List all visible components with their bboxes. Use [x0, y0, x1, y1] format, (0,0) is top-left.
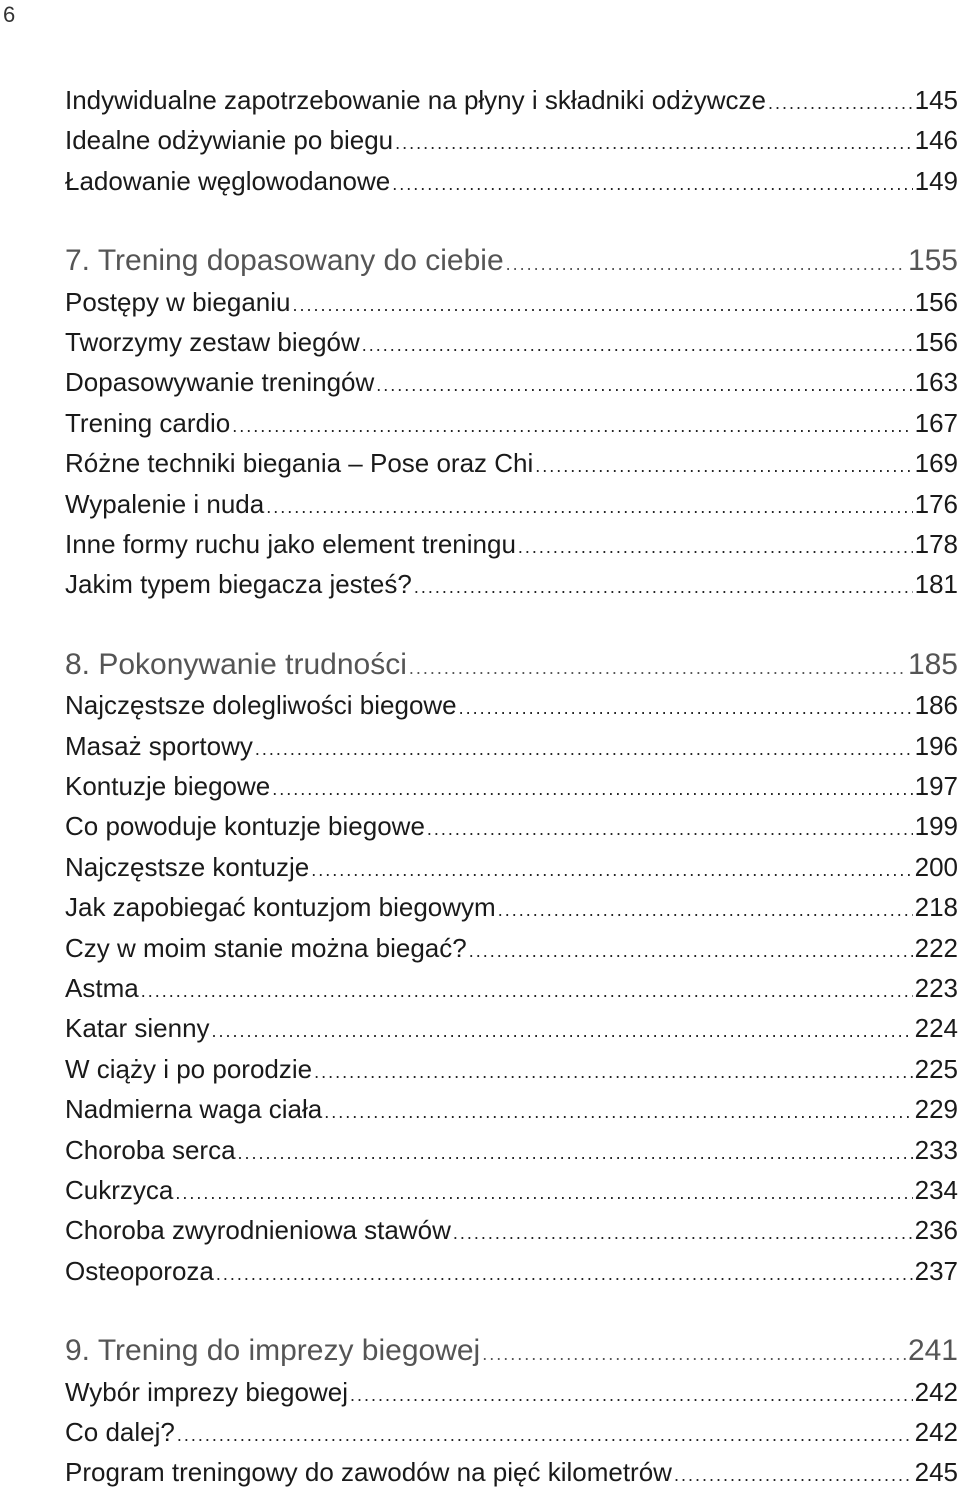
toc-entry-page: 242 — [914, 1376, 958, 1407]
toc-entry-title: Inne formy ruchu jako element treningu — [65, 529, 516, 560]
toc-entry-title: Tworzymy zestaw biegów — [65, 327, 360, 358]
toc-entry[interactable] — [65, 1452, 958, 1492]
dot-leader — [535, 446, 912, 486]
toc-entry-page: 167 — [914, 407, 958, 438]
toc-entry[interactable] — [65, 1170, 958, 1210]
chapter-page: 155 — [907, 244, 958, 278]
toc-entry-title: Najczęstsze kontuzje — [65, 851, 310, 882]
toc-entry-title: Wybór imprezy biegowej — [65, 1376, 348, 1407]
toc-entry-page: 236 — [914, 1215, 958, 1246]
table-of-contents — [65, 80, 958, 1493]
toc-entry[interactable] — [65, 847, 958, 887]
toc-entry-page: 229 — [914, 1094, 958, 1125]
dot-leader — [362, 325, 913, 365]
toc-entry-title: Cukrzyca — [65, 1174, 174, 1205]
dot-leader — [272, 769, 912, 809]
chapter-heading[interactable] — [65, 645, 958, 686]
toc-entry-title: Jakim typem biegacza jesteś? — [65, 569, 412, 600]
dot-leader — [212, 1011, 913, 1051]
toc-entry-title: Jak zapobiegać kontuzjom biegowym — [65, 892, 496, 923]
toc-entry-page: 218 — [914, 892, 958, 923]
toc-entry[interactable] — [65, 524, 958, 564]
toc-entry-title: Kontuzje biegowe — [65, 771, 271, 802]
toc-entry[interactable] — [65, 362, 958, 402]
dot-leader — [177, 1415, 913, 1455]
toc-entry-page: 149 — [914, 165, 958, 196]
dot-leader — [469, 931, 913, 971]
toc-entry-page: 178 — [914, 529, 958, 560]
toc-entry[interactable] — [65, 685, 958, 725]
chapter-title: 9. Trening do imprezy biegowej — [65, 1334, 481, 1368]
toc-entry-page: 233 — [914, 1134, 958, 1165]
toc-entry-page: 146 — [914, 125, 958, 156]
toc-entry[interactable] — [65, 726, 958, 766]
toc-entry[interactable] — [65, 766, 958, 806]
toc-entry-page: 223 — [914, 973, 958, 1004]
toc-entry-page: 222 — [914, 932, 958, 963]
dot-leader — [324, 1092, 912, 1132]
toc-entry[interactable] — [65, 484, 958, 524]
toc-entry-title: Idealne odżywianie po biegu — [65, 125, 394, 156]
toc-entry-title: Masaż sportowy — [65, 730, 253, 761]
toc-entry-page: 156 — [914, 286, 958, 317]
toc-entry-page: 169 — [914, 448, 958, 479]
dot-leader — [232, 406, 912, 446]
toc-entry-title: Postępy w bieganiu — [65, 286, 291, 317]
dot-leader — [238, 1133, 913, 1173]
toc-section — [65, 241, 958, 605]
toc-entry[interactable] — [65, 1372, 958, 1412]
toc-entry-title: Trening cardio — [65, 407, 231, 438]
toc-entry-page: 237 — [914, 1255, 958, 1286]
toc-entry-title: Choroba serca — [65, 1134, 236, 1165]
toc-entry[interactable] — [65, 403, 958, 443]
toc-entry-page: 186 — [914, 690, 958, 721]
dot-leader — [453, 1213, 913, 1253]
chapter-title: 7. Trening dopasowany do ciebie — [65, 244, 504, 278]
toc-entry[interactable] — [65, 443, 958, 483]
dot-leader — [216, 1254, 913, 1294]
toc-entry[interactable] — [65, 1412, 958, 1452]
dot-leader — [414, 567, 913, 607]
toc-entry[interactable] — [65, 1210, 958, 1250]
toc-entry-title: Co dalej? — [65, 1417, 175, 1448]
toc-entry-title: Katar sienny — [65, 1013, 210, 1044]
toc-entry[interactable] — [65, 564, 958, 604]
dot-leader — [266, 487, 912, 527]
toc-entry-page: 196 — [914, 730, 958, 761]
dot-leader — [141, 971, 913, 1011]
toc-entry[interactable] — [65, 1089, 958, 1129]
toc-entry[interactable] — [65, 1251, 958, 1291]
chapter-page: 241 — [907, 1334, 958, 1368]
chapter-title: 8. Pokonywanie trudności — [65, 647, 407, 681]
toc-entry[interactable] — [65, 161, 958, 201]
dot-leader — [292, 285, 912, 325]
dot-leader — [350, 1375, 913, 1415]
toc-entry-title: W ciąży i po porodzie — [65, 1053, 313, 1084]
toc-entry-page: 224 — [914, 1013, 958, 1044]
toc-section — [65, 645, 958, 1291]
chapter-heading[interactable] — [65, 241, 958, 282]
toc-entry-page: 176 — [914, 488, 958, 519]
toc-entry[interactable] — [65, 120, 958, 160]
page-number: 6 — [3, 2, 16, 27]
dot-leader — [459, 688, 913, 728]
toc-entry-page: 199 — [914, 811, 958, 842]
toc-entry-title: Wypalenie i nuda — [65, 488, 265, 519]
toc-entry[interactable] — [65, 80, 958, 120]
chapter-heading[interactable] — [65, 1331, 958, 1372]
dot-leader — [395, 123, 912, 163]
toc-section — [65, 80, 958, 201]
toc-entry[interactable] — [65, 928, 958, 968]
toc-entry[interactable] — [65, 1008, 958, 1048]
dot-leader — [427, 809, 913, 849]
toc-entry-title: Najczęstsze dolegliwości biegowe — [65, 690, 457, 721]
toc-entry-title: Ładowanie węglowodanowe — [65, 165, 391, 196]
chapter-page: 185 — [907, 647, 958, 681]
dot-leader — [498, 890, 913, 930]
dot-leader — [674, 1455, 913, 1495]
toc-entry-page: 156 — [914, 327, 958, 358]
dot-leader — [518, 527, 913, 567]
toc-entry-title: Program treningowy do zawodów na pięć kilometrów — [65, 1457, 672, 1488]
toc-section — [65, 1331, 958, 1493]
toc-entry-page: 145 — [914, 85, 958, 115]
dot-leader — [175, 1173, 912, 1213]
toc-entry[interactable] — [65, 1049, 958, 1089]
dot-leader — [255, 729, 913, 769]
dot-leader — [482, 1334, 906, 1375]
toc-entry-page: 200 — [914, 851, 958, 882]
toc-entry-page: 181 — [914, 569, 958, 600]
dot-leader — [409, 648, 906, 689]
toc-entry-page: 225 — [914, 1053, 958, 1084]
toc-entry-page: 234 — [914, 1174, 958, 1205]
toc-entry-title: Nadmierna waga ciała — [65, 1094, 323, 1125]
toc-entry[interactable] — [65, 806, 958, 846]
toc-entry-title: Dopasowywanie treningów — [65, 367, 375, 398]
toc-entry-page: 163 — [914, 367, 958, 398]
toc-entry-title: Choroba zwyrodnieniowa stawów — [65, 1215, 451, 1246]
toc-entry-title: Astma — [65, 973, 139, 1004]
dot-leader — [768, 83, 913, 123]
toc-entry[interactable] — [65, 322, 958, 362]
toc-entry-title: Czy w moim stanie można biegać? — [65, 932, 467, 963]
toc-entry[interactable] — [65, 1130, 958, 1170]
dot-leader — [376, 365, 912, 405]
toc-entry[interactable] — [65, 968, 958, 1008]
toc-entry-title: Osteoporoza — [65, 1255, 214, 1286]
toc-entry-title: Różne techniki biegania – Pose oraz Chi — [65, 448, 534, 479]
toc-entry-page: 242 — [914, 1417, 958, 1448]
dot-leader — [506, 244, 906, 285]
toc-entry-title: Indywidualne zapotrzebowanie na płyny i składniki odżywcze — [65, 85, 766, 115]
toc-entry-page: 197 — [914, 771, 958, 802]
toc-entry-page: 245 — [914, 1457, 958, 1488]
dot-leader — [392, 164, 912, 204]
toc-entry[interactable] — [65, 282, 958, 322]
toc-entry-title: Co powoduje kontuzje biegowe — [65, 811, 425, 842]
dot-leader — [311, 850, 912, 890]
toc-entry[interactable] — [65, 887, 958, 927]
dot-leader — [314, 1052, 913, 1092]
